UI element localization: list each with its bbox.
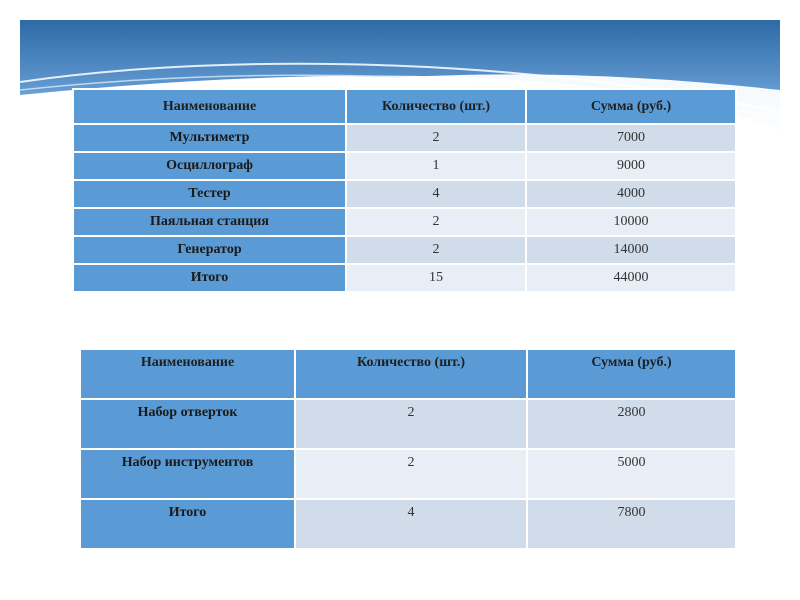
table-row	[80, 399, 736, 449]
item-sum: 9000	[526, 152, 736, 180]
item-quantity: 4	[346, 180, 526, 208]
column-header-quantity: Количество (шт.)	[295, 349, 527, 399]
components-table	[72, 88, 737, 293]
item-quantity: 2	[295, 449, 527, 499]
total-sum: 7800	[527, 499, 736, 549]
item-name: Мультиметр	[73, 124, 346, 152]
table-row	[80, 449, 736, 499]
tools-table	[79, 348, 737, 550]
item-quantity: 1	[346, 152, 526, 180]
table-row	[73, 208, 736, 236]
item-name: Паяльная станция	[73, 208, 346, 236]
total-sum: 44000	[526, 264, 736, 292]
total-label: Итого	[73, 264, 346, 292]
total-row	[80, 499, 736, 549]
column-header-quantity: Количество (шт.)	[346, 89, 526, 124]
table-header-row	[73, 89, 736, 124]
item-sum: 5000	[527, 449, 736, 499]
item-sum: 10000	[526, 208, 736, 236]
item-quantity: 2	[295, 399, 527, 449]
item-name: Набор инструментов	[80, 449, 295, 499]
item-name: Осциллограф	[73, 152, 346, 180]
table-row	[73, 236, 736, 264]
item-quantity: 2	[346, 208, 526, 236]
item-sum: 14000	[526, 236, 736, 264]
item-sum: 7000	[526, 124, 736, 152]
item-sum: 2800	[527, 399, 736, 449]
item-name: Тестер	[73, 180, 346, 208]
total-quantity: 15	[346, 264, 526, 292]
total-label: Итого	[80, 499, 295, 549]
table-row	[73, 124, 736, 152]
column-header-sum: Сумма (руб.)	[527, 349, 736, 399]
item-quantity: 2	[346, 124, 526, 152]
table-row	[73, 180, 736, 208]
table-row	[73, 152, 736, 180]
item-name: Генератор	[73, 236, 346, 264]
total-quantity: 4	[295, 499, 527, 549]
column-header-name: Наименование	[80, 349, 295, 399]
total-row	[73, 264, 736, 292]
column-header-name: Наименование	[73, 89, 346, 124]
item-quantity: 2	[346, 236, 526, 264]
column-header-sum: Сумма (руб.)	[526, 89, 736, 124]
item-sum: 4000	[526, 180, 736, 208]
item-name: Набор отверток	[80, 399, 295, 449]
table-header-row	[80, 349, 736, 399]
